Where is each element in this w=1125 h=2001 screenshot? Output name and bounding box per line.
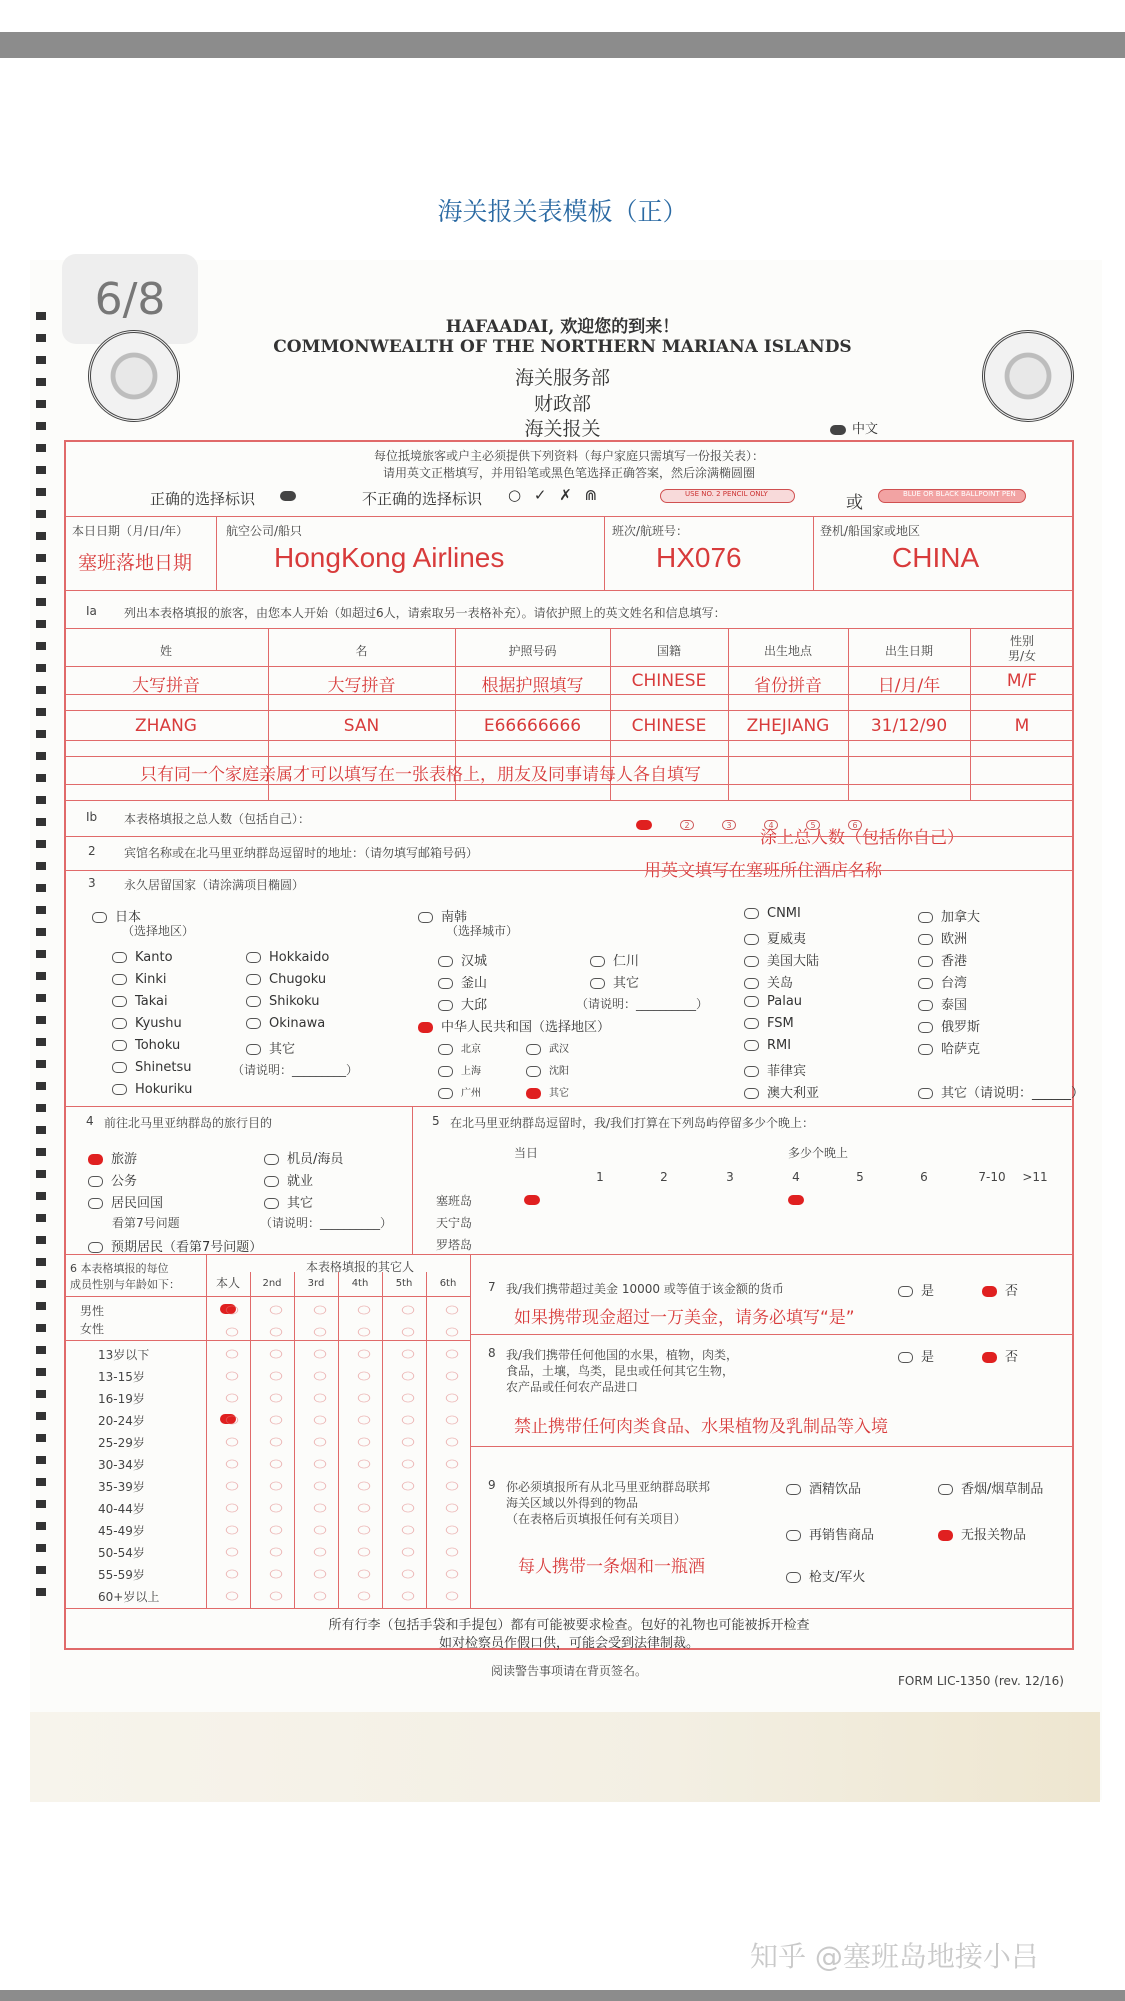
- header-declaration: 海关报关: [524, 418, 601, 440]
- japan-sub: （选择地区）: [122, 924, 195, 938]
- country-us-mainland[interactable]: 美国大陆: [744, 950, 819, 969]
- intro-line2: 请用英文正楷填写，并用铅笔或黑色笔选择正确答案，然后涂满椭圆圈: [382, 466, 755, 480]
- nights-5: 5: [856, 1170, 864, 1184]
- date-label: 本日日期（月/日/年）: [72, 524, 189, 538]
- q6-age-8: 45-49岁: [98, 1524, 145, 1538]
- rule: [64, 694, 1074, 695]
- footer-line2: 如对检察员作假口供，可能会受到法律制裁。: [438, 1636, 699, 1651]
- bottom-bar: [0, 1990, 1125, 2001]
- q9-line2: 海关区域以外得到的物品: [506, 1496, 639, 1510]
- purpose-other[interactable]: 其它: [264, 1192, 313, 1211]
- rule: [64, 1296, 470, 1297]
- q3-no: 3: [88, 876, 96, 890]
- q6-age-0: 13岁以下: [98, 1348, 150, 1362]
- intro-line1: 每位抵境旅客或户主必须提供下列资料（每户家庭只需填写一份报关表）：: [373, 449, 764, 463]
- q2-note: 用英文填写在塞班所住酒店名称: [644, 861, 882, 881]
- flight-label: 班次/航班号：: [612, 524, 689, 538]
- jp-explain: （请说明：_________）: [232, 1063, 359, 1077]
- q7-no-selected[interactable]: 否: [982, 1280, 1018, 1299]
- q1b-label: 本表格填报之总人数（包括自己）：: [124, 812, 311, 826]
- country-rmi[interactable]: RMI: [744, 1038, 791, 1053]
- q8-line3: 农产品或任何农产品进口: [506, 1380, 639, 1394]
- rule: [206, 1254, 207, 1608]
- count-oval-1-filled: [636, 820, 652, 830]
- q6-age-2: 16-19岁: [98, 1392, 145, 1406]
- nights-2: 2: [660, 1170, 668, 1184]
- flight-value: HX076: [656, 542, 742, 573]
- q9-line1: 你必须填报所有从北马里亚纳群岛联邦: [506, 1480, 711, 1494]
- country-philippines[interactable]: 菲律宾: [744, 1060, 806, 1079]
- q7-label: 我/我们携带超过美金 10000 或等值于该金额的货币: [506, 1282, 784, 1296]
- q7-note: 如果携带现金超过一万美金，请务必填写“是”: [514, 1308, 855, 1328]
- goods-none-selected[interactable]: 无报关物品: [938, 1524, 1026, 1543]
- country-russia[interactable]: 俄罗斯: [918, 1016, 980, 1035]
- cn-shenyang[interactable]: 沈阳: [526, 1062, 569, 1077]
- q2-label: 宾馆名称或在北马里亚纳群岛逗留时的地址：（请勿填写邮箱号码）: [124, 846, 479, 860]
- q6-age-7: 40-44岁: [98, 1502, 145, 1516]
- cn-shanghai[interactable]: 上海: [438, 1062, 481, 1077]
- q1b-no: Ib: [86, 810, 98, 824]
- q6-others: 本表格填报的其它人: [305, 1260, 414, 1274]
- goods-resale[interactable]: 再销售商品: [786, 1524, 874, 1543]
- header-finance: 财政部: [533, 393, 591, 415]
- island-saipan: 塞班岛: [436, 1194, 473, 1208]
- scan-strip: [30, 1712, 1100, 1802]
- q5-nights: 多少个晚上: [788, 1146, 849, 1160]
- rule: [64, 628, 1074, 629]
- page-title: 海关报关表模板（正）: [437, 197, 688, 226]
- header-welcome: HAFAADAI, 欢迎您的到来！: [445, 317, 680, 337]
- nights-6: 6: [920, 1170, 928, 1184]
- purpose-employment[interactable]: 就业: [264, 1170, 313, 1189]
- q9-note: 每人携带一条烟和一瓶酒: [518, 1557, 705, 1577]
- korea-sub: （选择城市）: [446, 924, 519, 938]
- q5-no: 5: [432, 1114, 440, 1128]
- jp-shikoku[interactable]: Shikoku: [246, 994, 320, 1009]
- airline-label: 航空公司/船只: [226, 524, 303, 538]
- q6-col-4th: 4th: [351, 1278, 369, 1289]
- count-oval-6: 6: [848, 820, 862, 830]
- rule: [604, 516, 605, 590]
- country-china-selected[interactable]: 中华人民共和国（选择地区）: [418, 1016, 610, 1035]
- country-fsm[interactable]: FSM: [744, 1016, 794, 1031]
- rule: [412, 1106, 413, 1254]
- header-commonwealth: COMMONWEALTH OF THE NORTHERN MARIANA ISLANDS: [273, 337, 852, 357]
- rule: [64, 710, 1074, 711]
- row2-passport: E66666666: [483, 716, 582, 736]
- q6-age-9: 50-54岁: [98, 1546, 145, 1560]
- saipan-same-day-filled: [524, 1195, 540, 1205]
- jp-hokkaido[interactable]: Hokkaido: [246, 950, 329, 965]
- row1-nationality: CHINESE: [631, 671, 707, 691]
- page-counter: 6/8: [62, 254, 198, 344]
- saipan-4-nights-filled: [788, 1195, 804, 1205]
- rule: [64, 590, 1074, 591]
- travelers-instruction: 列出本表格填报的旅客，由您本人开始（如超过6人，请索取另一表格补充）。请依护照上的英文姓名和信息填写：: [124, 606, 726, 620]
- country-korea[interactable]: 南韩: [418, 906, 467, 925]
- q6-age-4: 25-29岁: [98, 1436, 145, 1450]
- pencil-icon: [660, 489, 795, 503]
- island-tinian: 天宁岛: [436, 1216, 473, 1230]
- country-hawaii[interactable]: 夏威夷: [744, 928, 806, 947]
- country-australia[interactable]: 澳大利亚: [744, 1082, 819, 1101]
- country-other[interactable]: 其它（请说明：______）: [918, 1082, 1084, 1101]
- island-rota: 罗塔岛: [436, 1238, 473, 1252]
- nights-4: 4: [792, 1170, 800, 1184]
- q4-explain: （请说明：__________）: [260, 1216, 393, 1230]
- rule: [64, 836, 1074, 837]
- travelers-no: Ia: [86, 604, 97, 618]
- country-cnmi[interactable]: CNMI: [744, 906, 801, 921]
- rule: [216, 516, 217, 590]
- rule: [64, 870, 1074, 871]
- q7-yes[interactable]: 是: [898, 1280, 934, 1299]
- zhihu-watermark: 知乎 @塞班岛地接小吕: [750, 1940, 1039, 1973]
- q6-col-6th: 6th: [439, 1278, 457, 1289]
- jp-okinawa[interactable]: Okinawa: [246, 1016, 325, 1031]
- q6-age-1: 13-15岁: [98, 1370, 145, 1384]
- kr-seoul[interactable]: 汉城: [438, 950, 487, 969]
- q3-label: 永久居留国家（请涂满项目椭圆）: [124, 878, 305, 892]
- row2-nationality: CHINESE: [631, 716, 707, 736]
- country-hongkong[interactable]: 香港: [918, 950, 967, 969]
- q8-line1: 我/我们携带任何他国的水果，植物，肉类，: [506, 1348, 739, 1362]
- country-taiwan[interactable]: 台湾: [918, 972, 967, 991]
- q8-no: 8: [488, 1346, 496, 1360]
- rule: [470, 1254, 471, 1608]
- rule: [64, 666, 1074, 667]
- or-label: 或: [846, 493, 863, 513]
- origin-label: 登机/船国家或地区: [820, 524, 921, 538]
- cn-wuhan[interactable]: 武汉: [526, 1040, 569, 1055]
- q8-yes[interactable]: 是: [898, 1346, 934, 1365]
- airline-value: HongKong Airlines: [274, 542, 505, 573]
- row1-given: 大写拼音: [327, 676, 396, 696]
- q6-female: 女性: [80, 1322, 105, 1336]
- age-grid-ovals: [210, 1304, 468, 1604]
- col-header-sex: 性别 男/女: [1007, 634, 1037, 663]
- rule: [813, 516, 814, 590]
- row1-birthdate: 日/月/年: [877, 676, 941, 696]
- row2-given: SAN: [343, 716, 380, 736]
- jp-shinetsu[interactable]: Shinetsu: [112, 1060, 191, 1075]
- rule: [470, 1334, 1074, 1335]
- purpose-returning[interactable]: 居民回国: [88, 1192, 163, 1211]
- row1-birthplace: 省份拼音: [754, 676, 822, 696]
- jp-takai[interactable]: Takai: [112, 994, 168, 1009]
- jp-hokuriku[interactable]: Hokuriku: [112, 1082, 192, 1097]
- kr-daegu[interactable]: 大邱: [438, 994, 487, 1013]
- rule: [64, 1608, 1074, 1609]
- q8-line2: 食品，土壤，鸟类，昆虫或任何其它生物，: [506, 1364, 735, 1378]
- col-header-birthdate: 出生日期: [884, 644, 933, 658]
- q4-no: 4: [86, 1114, 94, 1128]
- q1b-note: 涂上总人数（包括你自己）: [760, 828, 964, 848]
- q5-same-day: 当日: [514, 1146, 539, 1160]
- count-oval-2: 2: [680, 820, 694, 830]
- date-value: 塞班落地日期: [78, 552, 193, 574]
- country-japan[interactable]: 日本: [92, 906, 141, 925]
- jp-chugoku[interactable]: Chugoku: [246, 972, 326, 987]
- col-header-birthplace: 出生地点: [763, 644, 812, 658]
- country-palau[interactable]: Palau: [744, 994, 802, 1009]
- purpose-resident[interactable]: 预期居民（看第7号问题）: [88, 1236, 262, 1255]
- count-oval-4: 4: [764, 820, 778, 830]
- count-oval-3: 3: [722, 820, 736, 830]
- rule: [64, 800, 1074, 801]
- q6-male: 男性: [80, 1304, 105, 1318]
- kr-busan[interactable]: 釜山: [438, 972, 487, 991]
- q4-label: 前往北马里亚纳群岛的旅行目的: [104, 1116, 273, 1130]
- country-guam[interactable]: 关岛: [744, 972, 793, 991]
- footer-line1: 所有行李（包括手袋和手提包）都有可能被要求检查。包好的礼物也可能被拆开检查: [328, 1618, 810, 1633]
- nights-3: 3: [726, 1170, 734, 1184]
- kr-incheon[interactable]: 仁川: [590, 950, 639, 969]
- pen-caption: BLUE OR BLACK BALLPOINT PEN: [903, 490, 1016, 498]
- country-canada[interactable]: 加拿大: [918, 906, 980, 925]
- row1-sex: M/F: [1006, 671, 1038, 691]
- jp-other[interactable]: 其它: [246, 1038, 295, 1057]
- correct-mark-label: 正确的选择标识: [150, 490, 256, 508]
- island-ovals: [524, 1216, 1054, 1248]
- goods-tobacco[interactable]: 香烟/烟草制品: [938, 1478, 1043, 1497]
- form-number: FORM LIC-1350 (rev. 12/16): [898, 1674, 1064, 1688]
- incorrect-mark-label: 不正确的选择标识: [362, 490, 483, 508]
- rule: [64, 784, 1074, 785]
- kr-other[interactable]: 其它: [590, 972, 639, 991]
- filled-oval-icon: [280, 491, 296, 501]
- q6-col-2nd: 2nd: [262, 1278, 282, 1289]
- nights-1: 1: [596, 1170, 604, 1184]
- col-header-surname: 姓: [159, 644, 172, 658]
- count-oval-5: 5: [806, 820, 820, 830]
- q2-no: 2: [88, 844, 96, 858]
- q7-no: 7: [488, 1280, 496, 1294]
- q8-note: 禁止携带任何肉类食品、水果植物及乳制品等入境: [514, 1417, 888, 1437]
- jp-kyushu[interactable]: Kyushu: [112, 1016, 182, 1031]
- pen-icon: [878, 489, 1026, 503]
- rule: [64, 756, 1074, 757]
- col-header-given: 名: [355, 644, 368, 658]
- cn-beijing[interactable]: 北京: [438, 1040, 481, 1055]
- row1-surname: 大写拼音: [132, 676, 200, 696]
- purpose-crew[interactable]: 机员/海员: [264, 1148, 343, 1167]
- q6-label1: 6 本表格填报的每位: [70, 1262, 169, 1275]
- q6-age-11: 60+岁以上: [98, 1590, 160, 1604]
- country-thailand[interactable]: 泰国: [918, 994, 967, 1013]
- rule: [64, 1254, 1074, 1255]
- q6-col-5th: 5th: [395, 1278, 413, 1289]
- q8-no-selected[interactable]: 否: [982, 1346, 1018, 1365]
- purpose-business[interactable]: 公务: [88, 1170, 137, 1189]
- q6-col-3rd: 3rd: [307, 1278, 325, 1289]
- row2-surname: ZHANG: [135, 716, 197, 736]
- row2-birthplace: ZHEJIANG: [746, 716, 830, 736]
- q6-age-6: 35-39岁: [98, 1480, 145, 1494]
- q9-no: 9: [488, 1478, 496, 1492]
- q6-age-10: 55-59岁: [98, 1568, 145, 1582]
- footer-sign: 阅读警告事项请在背页签名。: [490, 1664, 647, 1678]
- cn-guangzhou[interactable]: 广州: [438, 1084, 481, 1099]
- country-kazakhstan[interactable]: 哈萨克: [918, 1038, 980, 1057]
- goods-firearms[interactable]: 枪支/军火: [786, 1566, 865, 1585]
- q6-label2: 成员性别与年龄如下：: [70, 1278, 180, 1291]
- row2-sex: M: [1014, 716, 1030, 736]
- goods-alcohol[interactable]: 酒精饮品: [786, 1478, 861, 1497]
- cn-other-selected[interactable]: 其它: [526, 1084, 569, 1099]
- rule: [470, 1446, 1074, 1447]
- incorrect-marks-icon: ○ ✓ ✗ ⋒: [508, 486, 602, 504]
- jp-kanto[interactable]: Kanto: [112, 950, 173, 965]
- jp-kinki[interactable]: Kinki: [112, 972, 167, 987]
- family-note: 只有同一个家庭亲属才可以填写在一张表格上，朋友及同事请每人各自填写: [140, 765, 701, 785]
- header-customs-service: 海关服务部: [514, 367, 610, 389]
- purpose-tourism-selected[interactable]: 旅游: [88, 1148, 137, 1167]
- q6-self: 本人: [215, 1276, 240, 1290]
- nights-7-10: 7-10: [978, 1170, 1006, 1184]
- q6-age-3: 20-24岁: [98, 1414, 145, 1428]
- rule: [64, 1106, 1074, 1107]
- rule: [64, 740, 1074, 741]
- jp-tohoku[interactable]: Tohoku: [112, 1038, 180, 1053]
- row1-passport: 根据护照填写: [481, 676, 584, 696]
- nights-11-plus: >11: [1022, 1170, 1048, 1184]
- perforation-edge: [36, 312, 46, 1602]
- col-header-passport: 护照号码: [508, 644, 557, 658]
- origin-value: CHINA: [892, 542, 980, 573]
- q4-see-q7: 看第7号问题: [112, 1216, 180, 1230]
- q9-line3: （在表格后页填报任何有关项目）: [506, 1512, 687, 1526]
- row2-birthdate: 31/12/90: [870, 716, 948, 736]
- top-bar: [0, 32, 1125, 58]
- language-label: 中文: [830, 418, 878, 437]
- q6-age-5: 30-34岁: [98, 1458, 145, 1472]
- col-header-nationality: 国籍: [656, 644, 681, 658]
- country-europe[interactable]: 欧洲: [918, 928, 967, 947]
- kr-explain: （请说明：__________）: [576, 997, 709, 1011]
- q5-label: 在北马里亚纳群岛逗留时，我/我们打算在下列岛屿停留多少个晚上：: [450, 1116, 815, 1130]
- pencil-caption: USE NO. 2 PENCIL ONLY: [685, 490, 768, 498]
